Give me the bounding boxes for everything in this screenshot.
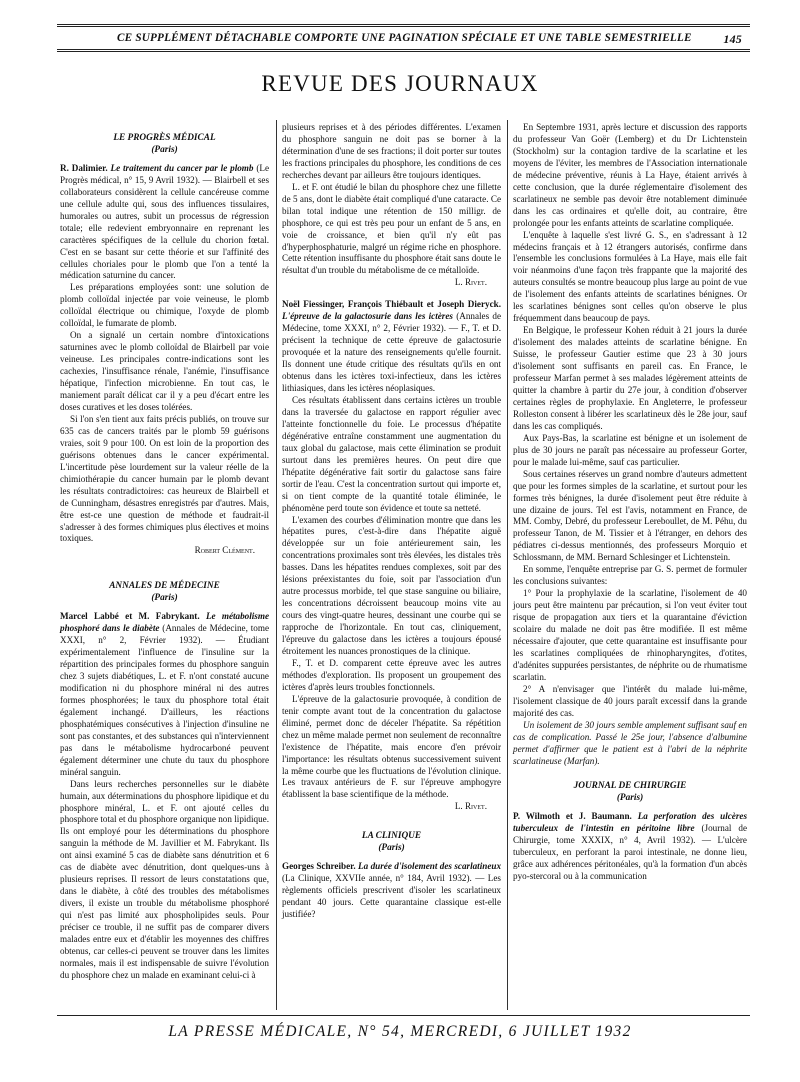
banner-bottom-rule [57,49,750,50]
article-authors: Marcel Labbé et M. Fabrykant. [60,611,200,622]
column-1 [60,122,269,982]
article-paragraph: Sous certaines réserves un grand nombre d'auteurs admettent que pour les formes simples de la scarlatine, et surtout pour les formes très bénignes, la durée d'isolement peut être réduite à une dizaine de jours. Tel est l'avis, notamment en France, de MM. Comby, Debré, du professeur Lereboullet, de M. Péhu, du professeur Tanon, de M. Tissier et à l'étranger, en dehors des pédiatres ci-dessus mentionnés, des professeurs Morquio et Schlossmann, de MM. Bernard Schlesinger et Lichtenstein. [513,468,747,563]
journal-city: (Paris) [616,793,644,804]
article-title: La durée d'isolement des scarlatineux [358,861,502,872]
article-paragraph: En Septembre 1931, après lecture et discussion des rapports du professeur Van Goër (Lemberg) et du Dr Lichtenstein (Stockholm) sur la contagion tardive de la scarlatine et les moyens de l'éviter, les membres de l'Association internationale de médecine préventive, réunis à La Haye, étaient arrivés à cette conclusion, que la durée réglementaire d'isolement des scarlatineux ne semble pas devoir être notablement diminuée dans les cas ordinaires et qu'elle doit, au contraire, être prolongée pour les enfants atteints de scarlatine compliquée. [513,122,747,228]
article-paragraph: On a signalé un certain nombre d'intoxications saturnines avec le plomb colloïdal de Blairbell par voie veineuse. Les principales contre-indications sont les cachexies, l'insuffisance rénale, l'anémie, l'insuffisance hépatique, l'infection microbienne. En tout cas, le maniement paraît délicat car il y a peu d'écart entre les doses curatives et les doses tolérées. [60,330,269,412]
article-paragraph: L'enquête à laquelle s'est livré G. S., en s'adressant à 12 médecins français et à 12 étrangers autorisés, confirme dans l'ensemble les conclusions formulées à La Haye, mais elle fait voir néanmoins d'une façon très frappante que la majorité des auteurs consultés se montre beaucoup plus large au point de vue de l'isolement des enfants atteints de scarlatines bénignes. Or les scarlatines bénignes sont celles qu'on observe le plus fréquemment dans beaucoup de pays. [513,229,747,324]
journal-title: JOURNAL DE CHIRURGIE [573,781,687,792]
article-paragraph: L'épreuve de la galactosurie provoquée, à condition de tenir compte avant tout de la concentration du galactose éliminé, permet donc de déceler l'hépatite. Sa répétition chez un même malade permet non seulement de reconnaître l'existence de l'hépatite, mais encore d'en prévoir l'importance: les résultats obtenus successivement suivent la même courbe que les fluctuations de l'évolution clinique. Les travaux antérieurs de F. sur l'épreuve amphogyre établissent la base scientifique de la méthode. [282,693,501,800]
article-text: (Annales de Médecine, tome XXXI, n° 2, Février 1932). — Étudiant expérimentalement l'influence de l'insuline sur la répartition des principales formes du phosphore sanguin chez 3 sujets diabétiques, L. et F. n'ont constaté aucune modification ni du phosphore minéral ni des autres formes phosphorées; le taux du phosphore total était également inchangé. D'ailleurs, les réactions phosphatémiques consécutives à l'injection d'insuline ne sont pas constantes, et des substances qui n'interviennent pas dans le métabolisme hydrocarboné peuvent également déterminer une chute du taux du phosphore minéral sanguin. [60,623,270,777]
article-authors: Georges Schreiber. [282,861,356,872]
article-authors: P. Wilmoth et J. Baumann. [513,811,632,822]
article-paragraph: Dans leurs recherches personnelles sur le diabète humain, aux déterminations du phosphore lipidique et du phosphore minéral, L. et F. ont ajouté celles du phosphore total et du phosphore organique non lipidique. Ils ont employé pour les déterminations du phosphore sanguin la méthode de M. Javillier et M. Fabrykant. Ils ont ainsi examiné 5 cas de diabète sans dénutrition et 6 cas de diabète avec dénutrition, dont quelques-uns à plusieurs reprises. Il ressort de leurs constatations que, dans le diabète, à côté des troubles des métabolismes divers, il existe un trouble du métabolisme phosphoré qui n'est pas limité aux phospholipides seuls. Pour préciser ce trouble, il ne suffit pas de comparer divers malades entre eux et d'établir les moyennes des chiffres obtenus, car celles-ci peuvent se trouver dans les limites normales, mais il est indispensable de suivre l'évolution du phosphore chez un malade en examinant celui-ci à [60,778,269,980]
article-paragraph: En Belgique, le professeur Kohen réduit à 21 jours la durée d'isolement des malades atteints de scarlatine bénigne. En Suisse, le professeur Gautier estime que 23 à 30 jours d'isolement sont suffisants en pareil cas. En France, le professeur Marfan permet à ses malades légèrement atteints de quitter la chambre à partir du 27e jour, à condition d'observer certaines règles de prophylaxie. En Angleterre, le professeur Rolleston consent à libérer les scarlatineux dès le 28e jour, sauf dans les cas compliqués. [513,325,747,431]
journal-title: ANNALES DE MÉDECINE [109,581,220,592]
article-authors: R. Dalimier. [60,162,108,173]
article-signature: L. Rivet. [454,277,487,288]
column-2 [282,122,501,921]
article-paragraph: Un isolement de 30 jours semble amplement suffisant sauf en cas de complication. Passé le 25e jour, l'absence d'albumine permet d'affirmer que le patient est à l'abri de la néphrite scarlatineuse (Marfan). [513,719,747,766]
article-authors: Noël Fiessinger, François Thiébault et Joseph Dieryck. [282,299,501,310]
section-title: REVUE DES JOURNAUX [261,71,539,96]
article-paragraph [282,861,501,921]
article-text: (Annales de Médecine, tome XXXI, n° 2, Février 1932). — F., T. et D. précisent la technique de cette épreuve de galactosurie provoquée et la nature des renseignements qu'elle fournit. Ils donnent une étude critique des résultats qu'ils en ont obtenus dans les ictères toxi-infectieux, dans les ictères lithiasiques, dans les ictères néoplasiques. [282,311,501,394]
journal-title: LA CLINIQUE [361,831,422,842]
banner-bottom-rule-thin [57,51,750,52]
article-paragraph: Ces résultats établissent dans certains ictères un trouble dans la traversée du galactose en rapport régulier avec l'atteinte fonctionnelle du foie. Le processus d'hépatite dégénérative entraîne constamment une augmentation du taux global du galactose, mais cette élimination se produit surtout dans les premières heures. On peut dire que l'hépatite dégénérative fait sortir du galactose sans faire sortir de l'eau. C'est la concentration surtout qui importe et, si on tient compte de la quantité totale éliminée, le phénomène perd toute son évidence et toute sa netteté. [282,394,501,513]
journal-city: (Paris) [151,593,178,604]
journal-city: (Paris) [378,843,405,854]
article-title: La perforation des ulcères tuberculeux de l'intestin en péritoine libre [513,811,747,834]
article-title: L'épreuve de la galactosurie dans les ictères [282,311,453,322]
article-signature: L. Rivet. [454,801,487,812]
article-text: (Journal de Chirurgie, tome XXXIX, n° 4, Avril 1932). — L'ulcère tuberculeux, en perforant la paroi intestinale, ne donne lieu, grâce aux adhérences péritonéales, qu'à la formation d'un abcès pyo-stercoral ou à la communication [513,823,748,882]
article-paragraph: F., T. et D. comparent cette épreuve avec les autres méthodes d'exploration. Ils proposent un groupement des ictères d'après leurs troubles fonctionnels. [282,657,501,692]
article-paragraph [60,611,269,778]
footer-rule [57,1015,750,1016]
article-text: (La Clinique, XXVIIe année, n° 184, Avril 1932). — Les règlements officiels prescrivent d'isoler les scarlatineux pendant 40 jours. Cette quarantaine classique est-elle justifiée? [282,873,501,920]
journal-title: LE PROGRÈS MÉDICAL [113,133,216,143]
footer-masthead: LA PRESSE MÉDICALE, N° 54, MERCREDI, 6 JUILLET 1932 [168,1023,632,1040]
article-paragraph [60,163,269,283]
article-text: (Le Progrès médical, n° 15, 9 Avril 1932). — Blairbell et ses collaborateurs considèrent la cellule cancéreuse comme une cellule adulte qui, sous des influences tissulaires, humorales ou autres, subit un processus de régression totale; elle redevient embryonnaire en reprenant les caractères spécifiques de la cellule du chorion fœtal. C'est en se basant sur cette théorie et sur l'affinité des cellules choriales pour le plomb que l'on a tenté la médication saturnine du cancer. [60,162,270,281]
article-paragraph: En somme, l'enquête entreprise par G. S. permet de formuler les conclusions suivantes: [513,564,747,587]
column-divider-2 [507,120,508,1010]
article-paragraph [513,811,747,883]
column-divider-1 [276,120,277,1010]
article-paragraph: L. et F. ont étudié le bilan du phosphore chez une fillette de 5 ans, dont le diabète était compliqué d'une cataracte. Ce bilan total indique une rétention de 150 milligr. de phosphore, ce qui est très peu pour un enfant de 5 ans, en voie de croissance, et bien qu'il n'y eût pas d'hyperphosphaturie, malgré un régime riche en phosphore. Cette rétention insuffisante du phosphore était sans doute le résultat d'un trouble du métabolisme de ce métalloïde. [282,181,501,276]
article-paragraph: 2° A n'envisager que l'intérêt du malade lui-même, l'isolement classique de 40 jours paraît excessif dans la grande majorité des cas. [513,683,747,718]
article-title: Le métabolisme phosphoré dans le diabète [60,611,270,634]
article-paragraph [282,299,501,395]
banner-text: CE SUPPLÉMENT DÉTACHABLE COMPORTE UNE PAGINATION SPÉCIALE ET UNE TABLE SEMESTRIELLE [117,32,692,44]
article-title: Le traitement du cancer par le plomb [110,162,254,173]
top-rule [57,24,750,25]
article-paragraph: L'examen des courbes d'élimination montre que dans les hépatites pures, c'est-à-dire dans l'hépatite aiguë développée sur un foie antérieurement sain, les concentrations proximales sont très élevées, les distales très basses. Dans les hépatites rendues complexes, soit par des lésions préexistantes du foie, soit par l'association d'un autre processus morbide, tel que stase sanguine ou biliaire, les concentrations décroissent beaucoup moins vite au cours des vingt-quatre heures, dessinant une courbe qui se rapproche de l'horizontale. En tout cas, cliniquement, l'épreuve du galactose dans les ictères a toujours épousé étroitement les nuances pronostiques de la clinique. [282,514,501,656]
top-rule-thin [57,26,750,27]
article-paragraph: Les préparations employées sont: une solution de plomb colloïdal injectée par voie veineuse, le plomb colloïdal électrique ou chimique, l'oxyde de plomb colloïdal, le fumarate de plomb. [60,282,269,329]
article-paragraph: 1° Pour la prophylaxie de la scarlatine, l'isolement de 40 jours peut être maintenu par précaution, si l'on veut éviter tout risque de propagation aux tiers et la quarantaine d'éviction scolaire du malade ne doit pas être modifiée. Il est même nécessaire d'ajouter, que cette quarantaine est insuffisante pour les scarlatines compliquées de rhinopharyngites, d'otites, d'adénites suppurées persistantes, de néphrite ou de rhumatisme scarlatin. [513,588,747,682]
article-signature: Robert Clément. [194,545,255,556]
journal-city: (Paris) [151,144,178,155]
page-number: 145 [723,32,742,46]
column-3 [513,122,747,883]
article-paragraph: plusieurs reprises et à des périodes différentes. L'examen du phosphore sanguin ne doit pas se borner à la détermination d'une de ses fractions; il doit porter sur toutes les fractions principales du phosphore, les conditions de ces recherches devant par ailleurs être toujours identiques. [282,122,501,180]
article-paragraph: Si l'on s'en tient aux faits précis publiés, on trouve sur 635 cas de cancers traités par le plomb 59 guérisons vraies, soit 9 pour 100. On est loin de la proportion des guérisons obtenues dans le cancer expérimental. L'incertitude pèse lourdement sur la valeur réelle de la chimiothérapie du cancer humain par le plomb devant les résultats contradictoires: cas heureux de Blairbell et de Cunningham, désastres enregistrés par d'autres. Mais, être est-ce une question de méthode et faudrait-il s'adresser à des formes chimiques plus électives et moins toxiques. [60,413,269,544]
article-paragraph: Aux Pays-Bas, la scarlatine est bénigne et un isolement de plus de 30 jours ne paraît pas nécessaire au professeur Gorter, pour le malade lui-même, sauf cas particulier. [513,432,747,467]
